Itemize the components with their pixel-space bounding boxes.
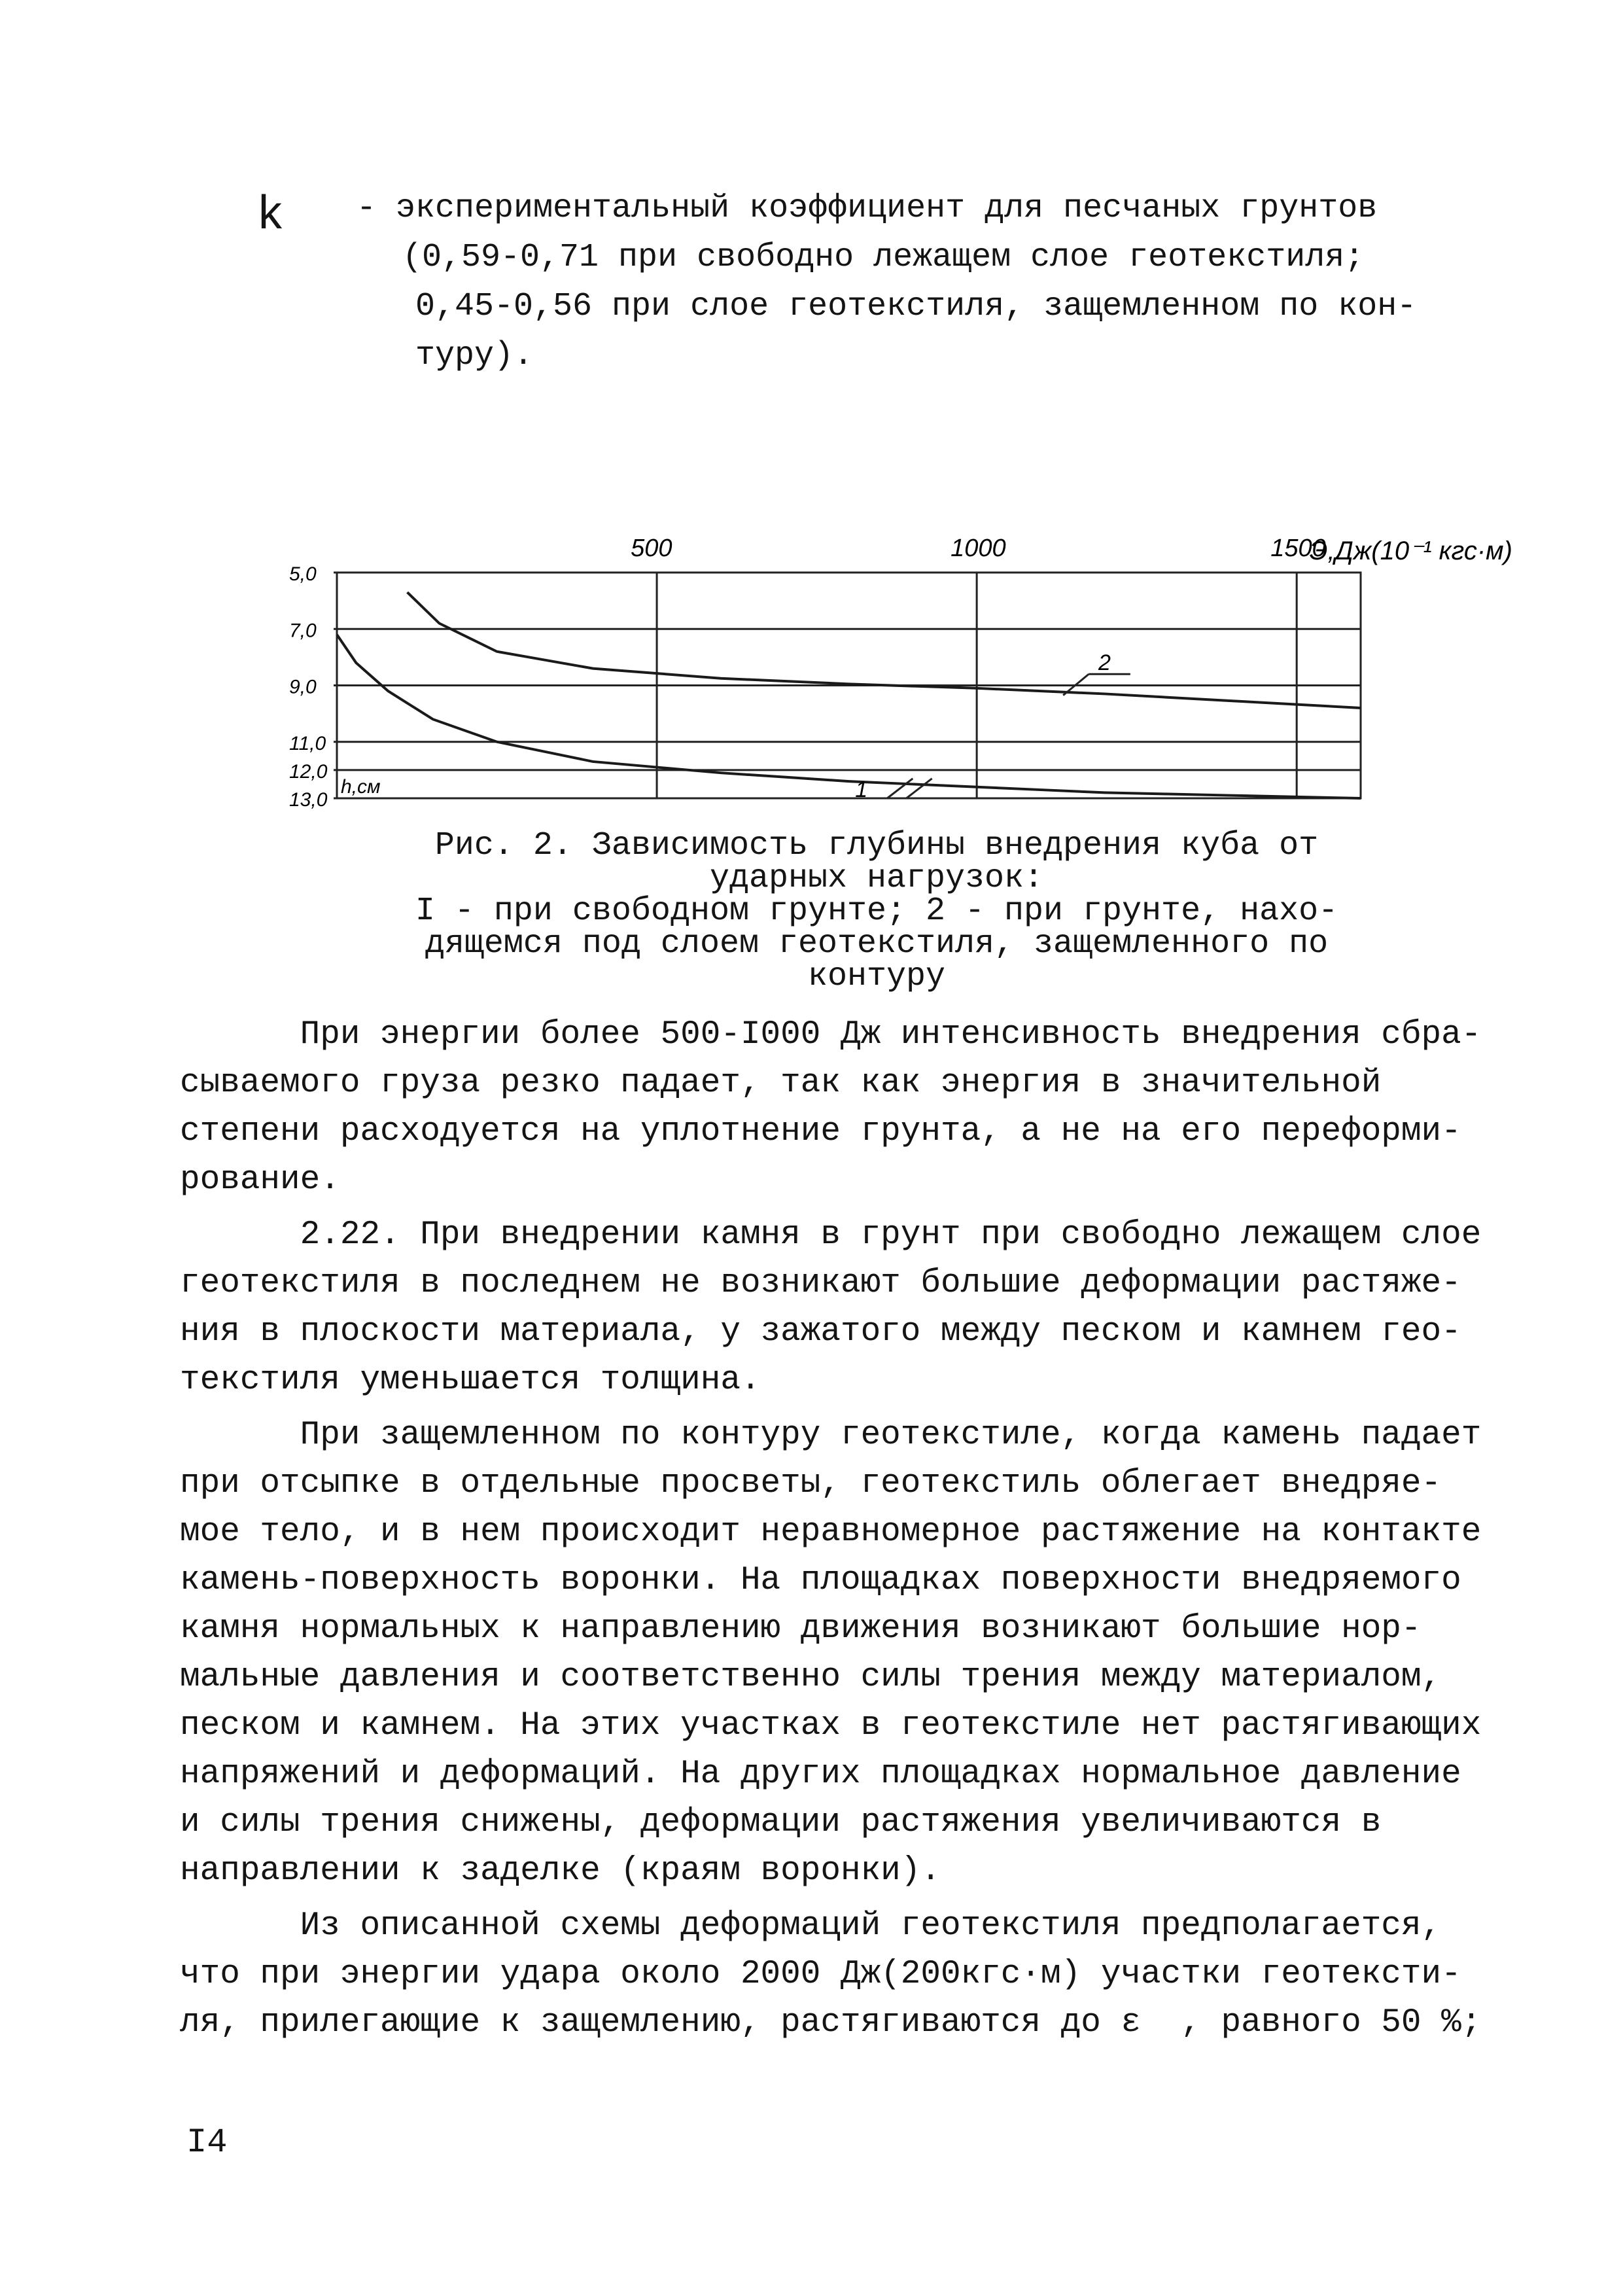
y-tick-label: 13,0 bbox=[289, 789, 328, 811]
body-line: и силы трения снижены, деформации растяжения увеличиваются в bbox=[180, 1804, 1382, 1841]
body-line: При защемленном по контуру геотекстиле, когда камень падает bbox=[180, 1417, 1482, 1454]
body-line: Из описанной схемы деформаций геотекстиля предполагается, bbox=[180, 1907, 1442, 1945]
definition-line-3: 0,45-0,56 при слое геотекстиля, защемленном по кон- bbox=[415, 288, 1417, 325]
body-line: песком и камнем. На этих участках в геотекстиле нет растягивающих bbox=[180, 1707, 1482, 1744]
page-number: I4 bbox=[186, 2123, 228, 2162]
chart-series bbox=[337, 592, 1361, 798]
figure-caption-line-4: дящемся под слоем геотекстиля, защемленного по bbox=[425, 925, 1329, 963]
body-line: сываемого груза резко падает, так как энергия в значительной bbox=[180, 1065, 1382, 1102]
y-tick-label: 9,0 bbox=[289, 676, 317, 698]
body-line: текстиля уменьшается толщина. bbox=[180, 1362, 761, 1399]
series-1-label: 1 bbox=[855, 777, 868, 802]
x-axis-label: Э,Дж(10⁻¹ кгс·м) bbox=[1309, 537, 1512, 565]
body-line: геотекстиля в последнем не возникают большие деформации растяже- bbox=[180, 1265, 1461, 1302]
penetration-chart bbox=[275, 523, 1512, 824]
body-line: напряжений и деформаций. На других площадках нормальное давление bbox=[180, 1756, 1461, 1793]
y-tick-label: 5,0 bbox=[289, 563, 317, 585]
series-line-2 bbox=[408, 592, 1361, 708]
body-line: направлении к заделке (краям воронки). bbox=[180, 1852, 941, 1890]
body-line: ния в плоскости материала, у зажатого между песком и камнем гео- bbox=[180, 1313, 1461, 1351]
y-tick-label: 12,0 bbox=[289, 760, 328, 783]
body-line: камень-поверхность воронки. На площадках поверхности внедряемого bbox=[180, 1562, 1461, 1599]
series-line-1 bbox=[337, 635, 1361, 798]
figure-caption-line-3: I - при свободном грунте; 2 - при грунте, нахо- bbox=[415, 892, 1338, 930]
body-line: ля, прилегающие к защемлению, растягиваются до ε , равного 50 %; bbox=[180, 2004, 1482, 2041]
y-axis-label: h,см bbox=[341, 776, 381, 798]
figure-caption-line-1: Рис. 2. Зависимость глубины внедрения куба от bbox=[434, 827, 1319, 864]
x-tick-label: 1500 bbox=[1270, 535, 1326, 562]
series-labels bbox=[855, 650, 1130, 802]
y-tick-label: 11,0 bbox=[289, 732, 326, 754]
x-tick-label: 1000 bbox=[951, 535, 1006, 562]
body-line: степени расходуется на уплотнение грунта, а не на его переформи- bbox=[180, 1113, 1461, 1150]
body-line: камня нормальных к направлению движения возникают большие нор- bbox=[180, 1610, 1422, 1648]
coefficient-symbol: k bbox=[258, 186, 282, 239]
definition-line-1: - экспериментальный коэффициент для песчаных грунтов bbox=[357, 190, 1378, 227]
body-line: мое тело, и в нем происходит неравномерное растяжение на контакте bbox=[180, 1513, 1482, 1551]
x-tick-label: 500 bbox=[631, 535, 672, 562]
body-line: мальные давления и соответственно силы трения между материалом, bbox=[180, 1659, 1442, 1696]
body-line: что при энергии удара около 2000 Дж(200кгс·м) участки геотексти- bbox=[180, 1956, 1461, 1993]
body-line: 2.22. При внедрении камня в грунт при свободно лежащем слое bbox=[180, 1216, 1482, 1254]
body-line: при отсыпке в отдельные просветы, геотекстиль облегает внедряе- bbox=[180, 1465, 1442, 1502]
body-line: При энергии более 500-I000 Дж интенсивность внедрения сбра- bbox=[180, 1016, 1482, 1053]
definition-line-2: (0,59-0,71 при свободно лежащем слое геотекстиля; bbox=[402, 239, 1365, 276]
body-line: рование. bbox=[180, 1161, 340, 1199]
chart-grid bbox=[334, 573, 1361, 798]
figure-caption-line-2: ударных нагрузок: bbox=[709, 860, 1044, 897]
definition-line-4: туру). bbox=[415, 337, 534, 374]
series-2-label: 2 bbox=[1098, 650, 1111, 675]
figure-caption-line-5: контуру bbox=[807, 958, 946, 995]
y-tick-label: 7,0 bbox=[289, 620, 317, 642]
